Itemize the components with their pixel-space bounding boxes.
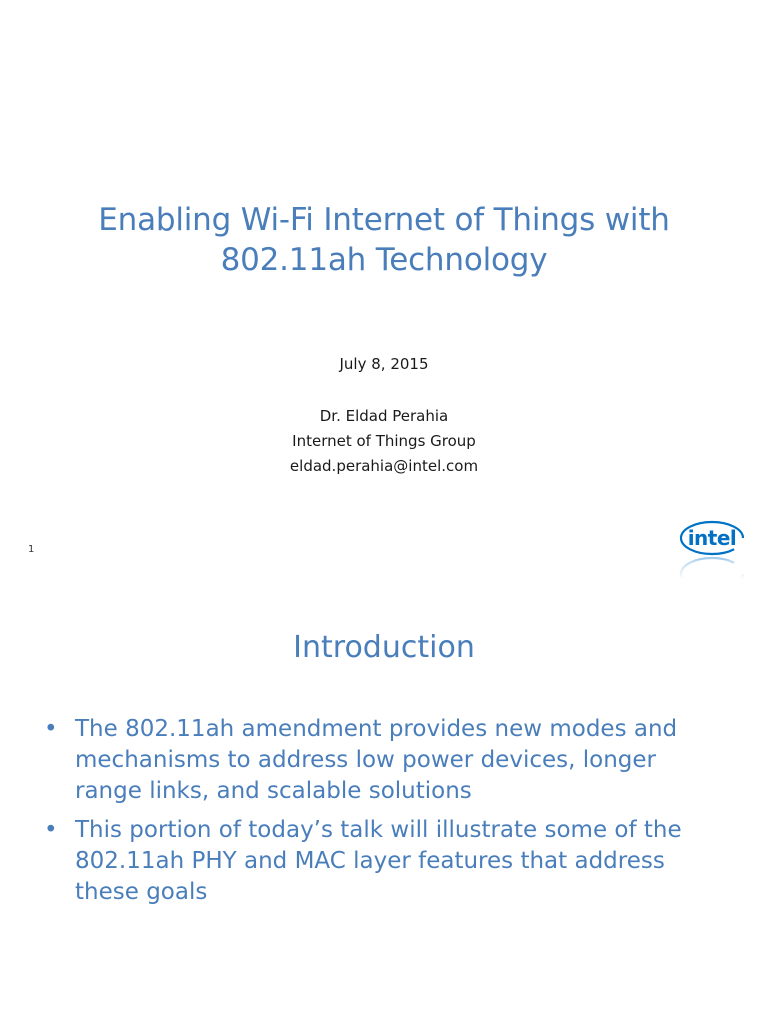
bullet-item <box>44 714 724 807</box>
author-block <box>0 404 768 479</box>
author-email: eldad.perahia@intel.com <box>289 457 479 475</box>
bullet-item <box>44 815 724 908</box>
title-line-1: Enabling Wi-Fi Internet of Things with <box>98 202 670 238</box>
bullet-list <box>44 714 724 916</box>
presentation-date: July 8, 2015 <box>339 355 429 373</box>
bullet-text: The 802.11ah amendment provides new modes and mechanisms to address low power devices, longer range links, and scalable solutions <box>75 716 678 804</box>
intel-logo <box>676 516 748 580</box>
title-line-2: 802.11ah Technology <box>220 242 548 278</box>
page-number: 1 <box>28 544 35 555</box>
bullet-marker: • <box>44 817 58 843</box>
bullet-text: This portion of today’s talk will illustrate some of the 802.11ah PHY and MAC layer features that address these goals <box>75 817 682 905</box>
author-name: Dr. Eldad Perahia <box>319 407 449 425</box>
slide-title <box>40 200 728 280</box>
author-group: Internet of Things Group <box>292 432 476 450</box>
bullet-marker: • <box>44 716 58 742</box>
introduction-heading: Introduction <box>293 630 475 665</box>
introduction-slide <box>0 588 768 1024</box>
logo-wordmark: intel <box>687 526 737 550</box>
